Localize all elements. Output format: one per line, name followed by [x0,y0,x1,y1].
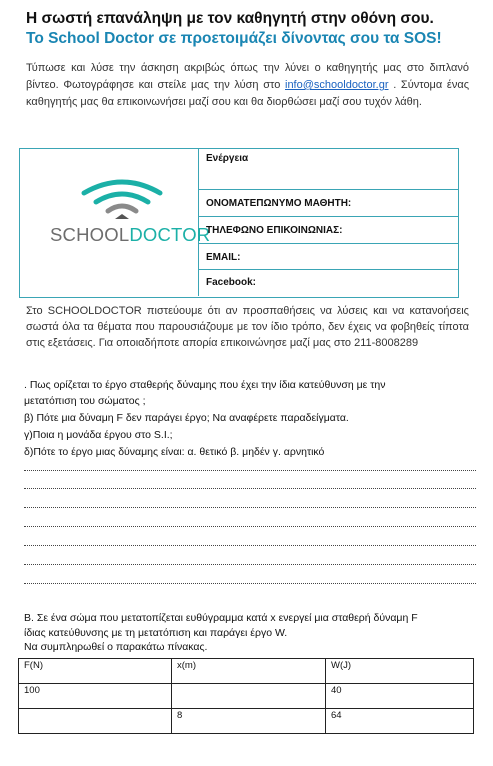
answer-line [24,545,476,546]
question-c: γ)Ποια η μονάδα έργου στο S.I.; [24,429,173,441]
table-cell[interactable]: 100 [19,684,172,709]
email-link[interactable]: info@schooldoctor.gr [285,79,389,91]
form-row-student-name[interactable]: ΟΝΟΜΑΤΕΠΩΝΥΜΟ ΜΑΘΗΤΗ: [199,190,458,217]
intro-text-after: . Σύντομα ένας καθηγητής μας θα επικοινωνήσει μαζί σου και θα διορθώσει μαζί σου τυχόν λάθη. [26,79,469,108]
logo-cell [20,149,211,296]
page-subtitle: Το School Doctor σε προετοιμάζει δίνοντας σου τα SOS! [26,30,442,47]
intro-paragraph [26,60,469,111]
table-row [19,684,474,709]
logo-doctor-text: DOCTOR [129,224,211,245]
part-b-line2: ίδιας κατεύθυνσης με τη μετατόπιση και παράγει έργο W. [24,626,288,639]
part-b-text [24,611,474,655]
answer-line [24,526,476,527]
part-b-line3: Να συμπληρωθεί ο παρακάτω πίνακας. [24,641,208,653]
intro-text-before: Τύπωσε και λύσε την άσκηση ακριβώς όπως την λύνει ο καθηγητής μας στο διπλανό βίντεο. Φωτογράφησε και στείλε μας την λύση στο [26,62,469,91]
question-b: β) Πότε μια δύναμη F δεν παράγει έργο; Να αναφέρετε παραδείγματα. [24,412,349,424]
question-d: δ)Πότε το έργο μιας δύναμης είναι: α. θετικό β. μηδέν γ. αρνητικό [24,446,325,458]
table-header-row [19,659,474,684]
schooldoctor-logo [50,224,210,246]
work-table [18,658,474,734]
table-cell[interactable] [172,684,326,709]
answer-line [24,488,476,489]
form-row-facebook[interactable]: Facebook: [206,277,257,288]
wifi-signal-icon [78,177,166,223]
logo-school-text: SCHOOL [50,224,130,245]
info-paragraph: Στο SCHOOLDOCTOR πιστεύουμε ότι αν προσπαθήσεις να λύσεις και να κατανοήσεις σωστά όλα τα θέματα που παρουσιάζουμε με τον ίδιο τρόπο, δεν έχεις να φοβηθείς τίποτα στις εξετάσεις. Για οποιαδήποτε απορία επικοινώνησε μαζί μας στο 211-8008289 [26,305,469,349]
table-row [19,709,474,734]
part-b-line1: Β. Σε ένα σώμα που μετατοπίζεται ευθύγραμμα κατά x ενεργεί μια σταθερή δύναμη F [24,612,418,624]
table-header-work: W(J) [326,659,474,684]
table-cell[interactable]: 8 [172,709,326,734]
form-row-email[interactable]: EMAIL: [199,244,458,270]
answer-line [24,564,476,565]
page-title: Η σωστή επανάληψη με τον καθηγητή στην οθόνη σου. [26,10,434,27]
answer-line [24,507,476,508]
table-cell[interactable]: 64 [326,709,474,734]
table-cell[interactable]: 40 [326,684,474,709]
student-info-form [19,148,459,298]
answer-line [24,470,476,471]
table-header-force: F(N) [19,659,172,684]
form-row-phone[interactable]: ΤΗΛΕΦΩΝΟ ΕΠΙΚΟΙΝΩΝΙΑΣ: [199,217,458,244]
answer-line [24,583,476,584]
table-header-displacement: x(m) [172,659,326,684]
table-cell[interactable] [19,709,172,734]
question-a-line1: . Πως ορίζεται το έργο σταθερής δύναμης που έχει την ίδια κατεύθυνση με την [24,379,386,391]
form-row-energy: Ενέργεια [199,149,458,190]
question-a-line2: μετατόπιση του σώματος ; [24,395,146,407]
